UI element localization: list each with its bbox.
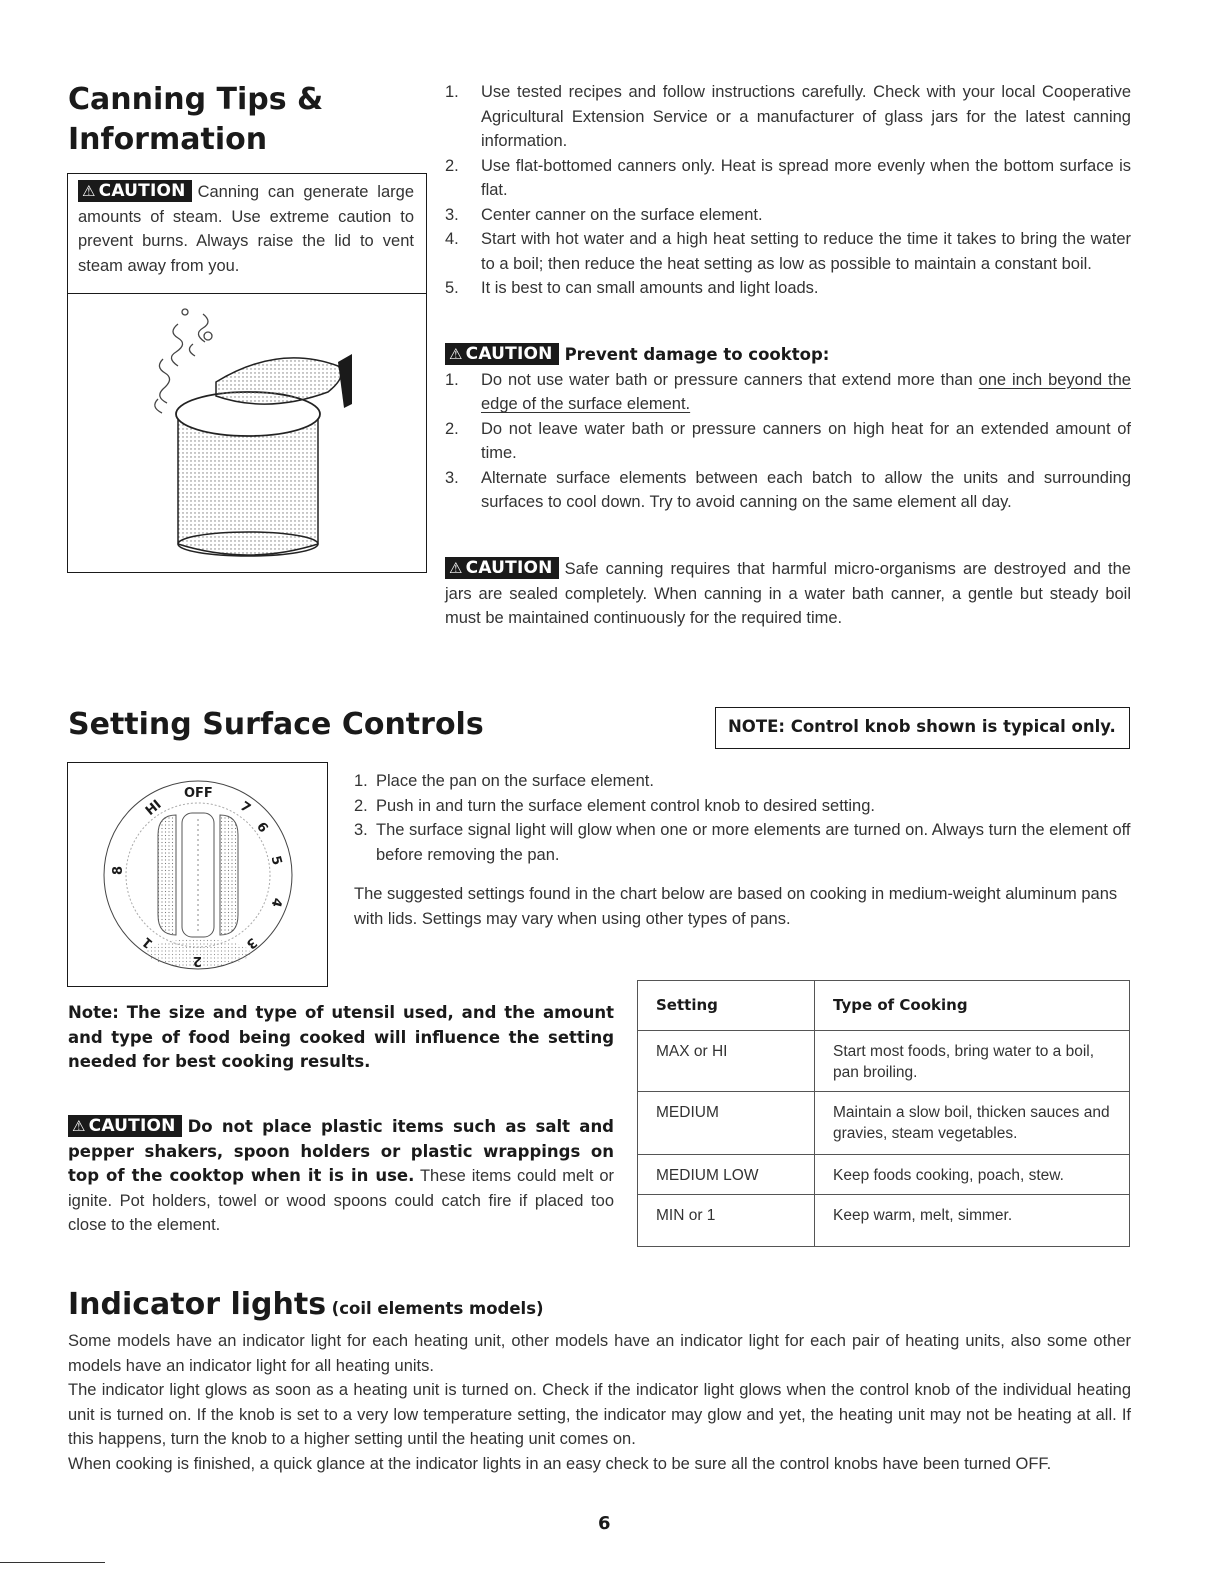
knob-label-2: 2 [192, 953, 202, 968]
control-knob-illustration [98, 775, 298, 975]
list-item: 1. Place the pan on the surface element. [354, 772, 654, 790]
indicator-subtitle: (coil elements models) [331, 1299, 544, 1318]
canning-title-line1: Canning Tips & [68, 82, 324, 117]
knob-illustration-box [67, 762, 328, 987]
table-row: MIN or 1 Keep warm, melt, simmer. [638, 1195, 1130, 1247]
settings-table [637, 980, 1130, 1247]
utensil-note: Note: The size and type of utensil used, and the amount and type of food being cooked will influence the setting needed for best cooking results. [68, 1003, 614, 1071]
warning-triangle-icon: ⚠ [449, 345, 463, 363]
note-box: NOTE: Control knob shown is typical only. [715, 707, 1130, 749]
canning-steps [445, 80, 1131, 301]
caution-badge: ⚠ CAUTION [445, 343, 559, 365]
list-item: 3. The surface signal light will glow when one or more elements are turned on. Always turn the element off before removing the pan. [354, 821, 1131, 864]
table-header-type: Type of Cooking [815, 981, 1130, 1031]
indicator-title: Indicator lights [68, 1287, 327, 1322]
list-item: 2. Do not leave water bath or pressure canners on high heat for an extended amount of time. [445, 419, 1131, 462]
knob-label-hi: HI [142, 797, 165, 819]
list-item: 5. It is best to can small amounts and light loads. [445, 279, 819, 297]
indicator-title-row [68, 1287, 544, 1322]
table-header-setting: Setting [638, 981, 815, 1031]
table-row: MAX or HI Start most foods, bring water to a boil, pan broiling. [638, 1031, 1130, 1092]
canning-caution-text: Canning can generate large amounts of steam. Use extreme caution to prevent burns. Always raise the lid to vent steam away from you. [78, 183, 414, 275]
list-item: 2. Use flat-bottomed canners only. Heat is spread more evenly when the bottom surface is flat. [445, 156, 1131, 199]
list-item: 3. Center canner on the surface element. [445, 205, 763, 224]
list-item: 4. Start with hot water and a high heat setting to reduce the time it takes to bring the water to a boil; then reduce the heat setting as low as possible to maintain a constant boil. [445, 230, 1131, 273]
canner-illustration [138, 304, 358, 564]
list-item: 1. Use tested recipes and follow instructions carefully. Check with your local Cooperative Agricultural Extension Service or a manufacturer of glass jars for the latest canning information. [445, 83, 1131, 150]
plastic-caution-bold: Do not place plastic items such as salt and pepper shakers, spoon holders or plastic wrappings on top of the cooktop when it is in use. [68, 1117, 614, 1185]
table-row: MEDIUM Maintain a slow boil, thicken sauces and gravies, steam vegetables. [638, 1092, 1130, 1155]
damage-heading: Prevent damage to cooktop: [564, 345, 830, 364]
knob-label-7: 7 [237, 798, 254, 817]
damage-heading-row [445, 343, 1131, 368]
indicator-paragraph-3: When cooking is finished, a quick glance at the indicator lights in an easy check to be sure all the control knobs have been turned OFF. [68, 1454, 1052, 1473]
knob-label-6: 6 [253, 819, 271, 836]
list-item: 3. Alternate surface elements between each batch to allow the units and surrounding surfaces to cool down. Try to avoid canning on the same element all day. [445, 468, 1131, 511]
knob-label-5: 5 [267, 854, 285, 867]
caution-badge: ⚠ CAUTION [68, 1115, 182, 1137]
safe-canning-caution: ⚠ CAUTION Safe canning requires that harmful micro-organisms are destroyed and the jars are sealed completely. When canning in a water bath canner, a gentle but steady boil must be maintained continuously for the required time. [445, 558, 1131, 627]
indicator-paragraph-1: Some models have an indicator light for each heating unit, other models have an indicator light for each pair of heating units, also some other models have an indicator light for all heating units. [68, 1332, 1131, 1375]
table-header-row [638, 981, 1130, 1031]
list-item: 1. Do not use water bath or pressure canners that extend more than one inch beyond the edge of the surface element. [445, 370, 1131, 413]
surface-title: Setting Surface Controls [68, 707, 484, 742]
page-number: 6 [598, 1513, 611, 1534]
suggested-settings-text: The suggested settings found in the chart below are based on cooking in medium-weight aluminum pans with lids. Settings may vary when using other types of pans. [354, 885, 1118, 928]
warning-triangle-icon: ⚠ [72, 1117, 86, 1135]
plastic-caution [68, 1115, 614, 1238]
caution-badge: ⚠ CAUTION [445, 557, 559, 579]
table-row: MEDIUM LOW Keep foods cooking, poach, stew. [638, 1155, 1130, 1195]
damage-block [445, 343, 1131, 515]
warning-triangle-icon: ⚠ [82, 182, 96, 200]
indicator-paragraph-2: The indicator light glows as soon as a heating unit is turned on. Check if the indicator light glows when the control knob of the individual heating unit is turned on. If the knob is set to a very low temperature setting, the indicator may glow and yet, the heating unit may not be heating at all. If this happens, turn the knob to a higher setting until the heating unit comes on. [68, 1381, 1131, 1448]
indicator-text [68, 1329, 1131, 1476]
bottom-rule [0, 1562, 105, 1563]
caution-badge: ⚠ CAUTION [78, 180, 192, 202]
knob-label-1: 1 [139, 933, 157, 951]
caution-divider [68, 293, 426, 294]
warning-triangle-icon: ⚠ [449, 559, 463, 577]
list-item: 2. Push in and turn the surface element control knob to desired setting. [354, 796, 875, 815]
knob-label-4: 4 [267, 896, 285, 909]
canning-caution-box [67, 173, 427, 573]
canning-title-line2: Information [68, 122, 268, 157]
knob-label-8: 8 [111, 865, 126, 875]
canning-title [68, 80, 323, 160]
knob-label-3: 3 [242, 934, 260, 952]
canning-caution-text-block [68, 174, 426, 288]
underlined-text: one inch beyond the edge of the surface element. [481, 370, 1131, 413]
knob-label-off: OFF [184, 786, 213, 801]
plastic-caution-text: These items could melt or ignite. Pot holders, towel or wood spoons could catch fire if placed too close to the element. [68, 1167, 614, 1234]
surface-steps [354, 769, 1131, 931]
